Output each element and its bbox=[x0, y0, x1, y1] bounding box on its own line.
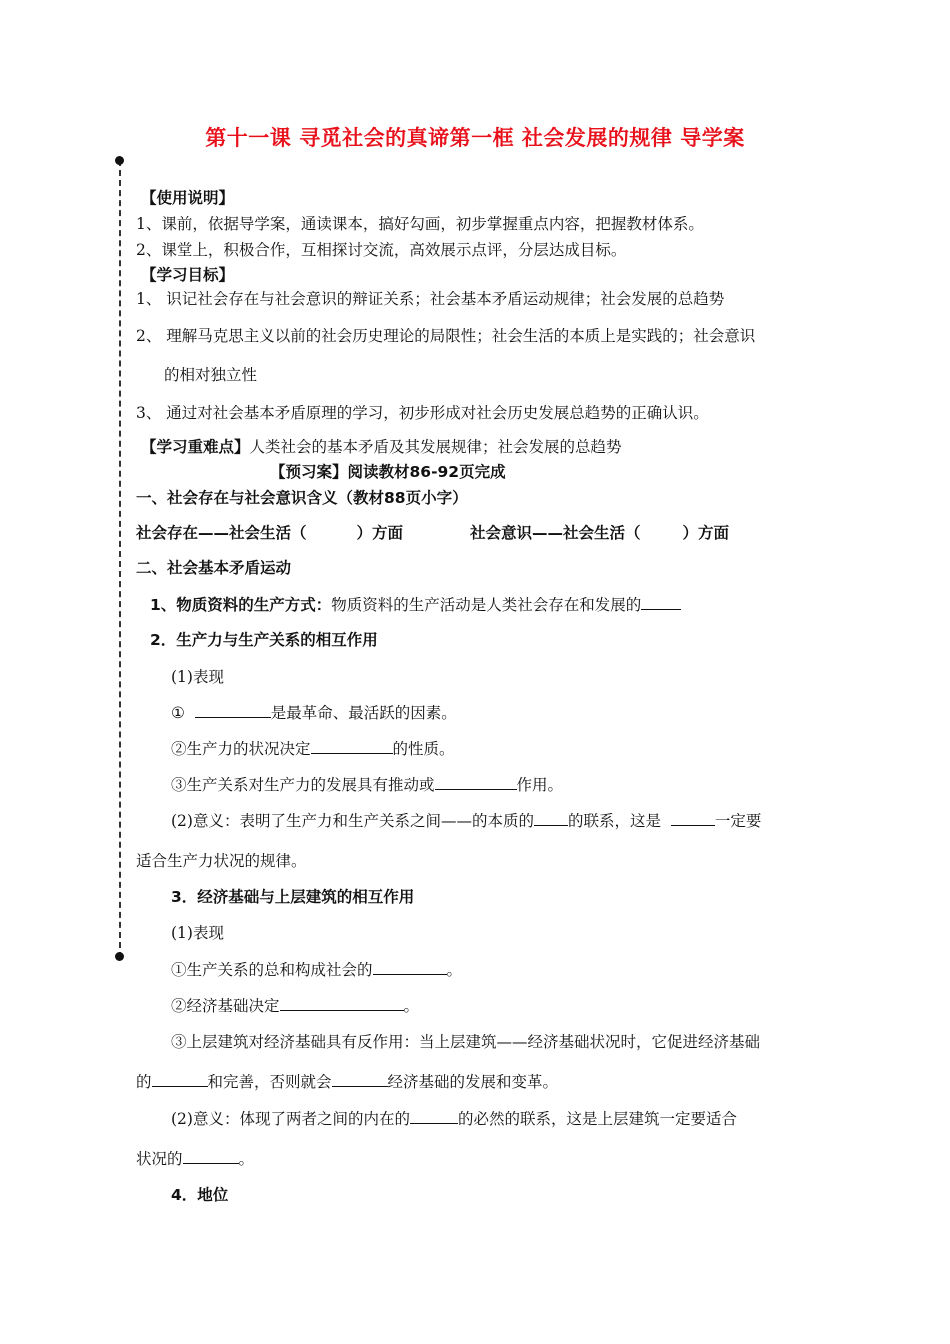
subsection-4-heading: 4．地位 bbox=[171, 1186, 229, 1204]
significance-3-cont-text: 状况的 bbox=[136, 1150, 183, 1168]
force-determines-blank bbox=[311, 739, 393, 754]
economic-base-text: ①生产关系的总和构成社会的 bbox=[171, 961, 373, 979]
superstructure-cont-mid: 和完善，否则就会 bbox=[207, 1073, 332, 1091]
binding-dot-bottom bbox=[115, 952, 124, 961]
goals-item-2: 2、 理解马克思主义以前的社会历史理论的局限性；社会生活的本质上是实践的；社会意识 bbox=[136, 327, 756, 345]
binding-dot-top bbox=[115, 156, 124, 165]
page-title: 第十一课 寻觅社会的真谛第一框 社会发展的规律 导学案 bbox=[205, 126, 745, 150]
subsection-3-performance: (1)表现 bbox=[171, 924, 224, 942]
significance-2-blank-2 bbox=[671, 811, 715, 826]
key-points-heading: 【学习重难点】 bbox=[141, 438, 250, 456]
base-determines-blank bbox=[280, 996, 404, 1011]
binding-margin-line bbox=[119, 160, 121, 958]
significance-3-blank bbox=[410, 1109, 458, 1124]
subsection-3-heading: 3．经济基础与上层建筑的相互作用 bbox=[171, 888, 415, 906]
economic-base-blank bbox=[373, 960, 447, 975]
superstructure-cont-end: 经济基础的发展和变革。 bbox=[387, 1073, 559, 1091]
relation-reacts-text: ③生产关系对生产力的发展具有推动或 bbox=[171, 776, 435, 794]
significance-3-text: (2)意义：体现了两者之间的内在的 bbox=[171, 1110, 410, 1128]
social-consciousness-label: 社会意识——社会生活（ bbox=[470, 524, 641, 542]
significance-3-end: 的必然的联系，这是上层建筑一定要适合 bbox=[457, 1110, 737, 1128]
force-determines-suffix: 的性质。 bbox=[392, 740, 455, 758]
usage-heading: 【使用说明】 bbox=[141, 189, 235, 207]
force-determines-line bbox=[171, 739, 455, 759]
superstructure-blank-1 bbox=[152, 1072, 208, 1087]
usage-item-1: 1、课前，依据导学案，通读课本，搞好勾画，初步掌握重点内容，把握教材体系。 bbox=[136, 215, 704, 233]
goals-heading: 【学习目标】 bbox=[141, 266, 235, 284]
section-2-heading: 二、社会基本矛盾运动 bbox=[136, 559, 292, 577]
significance-2-mid: 的联系，这是 bbox=[567, 812, 661, 830]
significance-3-line bbox=[171, 1109, 737, 1129]
significance-3-cont-blank bbox=[183, 1149, 239, 1164]
production-mode-label: 1、物质资料的生产方式： bbox=[150, 596, 332, 614]
preview-heading: 【预习案】 bbox=[270, 463, 348, 481]
superstructure-line: ③上层建筑对经济基础具有反作用：当上层建筑——经济基础状况时，它促进经济基础 bbox=[171, 1033, 761, 1051]
section-1-heading: 一、社会存在与社会意识含义（教材88页小字） bbox=[136, 489, 468, 507]
significance-2-blank-1 bbox=[534, 811, 568, 826]
significance-2-continued: 适合生产力状况的规律。 bbox=[136, 852, 307, 870]
social-existence-suffix: ）方面 bbox=[356, 524, 404, 542]
productive-force-line bbox=[171, 703, 457, 723]
social-existence-label: 社会存在——社会生活（ bbox=[136, 524, 307, 542]
significance-3-cont-suffix: 。 bbox=[238, 1150, 255, 1168]
preview-line bbox=[270, 462, 506, 482]
key-points bbox=[141, 437, 622, 457]
goals-item-3: 3、 通过对社会基本矛盾原理的学习，初步形成对社会历史发展总趋势的正确认识。 bbox=[136, 404, 709, 422]
significance-3-continued bbox=[136, 1149, 254, 1169]
goals-item-1: 1、 识记社会存在与社会意识的辩证关系；社会基本矛盾运动规律；社会发展的总趋势 bbox=[136, 290, 725, 308]
circle-number-1: ① bbox=[171, 704, 185, 722]
productive-force-text: 是最革命、最活跃的因素。 bbox=[270, 704, 457, 722]
superstructure-continued bbox=[136, 1072, 558, 1092]
base-determines-line bbox=[171, 996, 419, 1016]
economic-base-suffix: 。 bbox=[446, 961, 463, 979]
key-points-text: 人类社会的基本矛盾及其发展规律；社会发展的总趋势 bbox=[249, 438, 622, 456]
base-determines-suffix: 。 bbox=[403, 997, 420, 1015]
significance-2-text: (2)意义：表明了生产力和生产关系之间——的本质的 bbox=[171, 812, 534, 830]
usage-item-2: 2、课堂上，积极合作，互相探讨交流，高效展示点评，分层达成目标。 bbox=[136, 241, 627, 259]
subsection-2-heading: 2．生产力与生产关系的相互作用 bbox=[150, 631, 378, 649]
subsection-2-performance: (1)表现 bbox=[171, 668, 224, 686]
force-determines-text: ②生产力的状况决定 bbox=[171, 740, 311, 758]
significance-2-end: 一定要 bbox=[714, 812, 762, 830]
significance-2-line bbox=[171, 811, 761, 831]
relation-reacts-blank bbox=[435, 775, 517, 790]
production-mode-blank bbox=[641, 595, 681, 610]
social-consciousness-suffix: ）方面 bbox=[682, 524, 730, 542]
social-existence-line bbox=[136, 523, 403, 543]
production-mode-line bbox=[150, 595, 681, 615]
productive-force-blank bbox=[195, 703, 271, 718]
relation-reacts-line bbox=[171, 775, 563, 795]
superstructure-cont-prefix: 的 bbox=[136, 1073, 152, 1091]
superstructure-blank-2 bbox=[332, 1072, 388, 1087]
economic-base-line bbox=[171, 960, 462, 980]
goals-item-2-continued: 的相对独立性 bbox=[164, 366, 258, 384]
production-mode-text: 物质资料的生产活动是人类社会存在和发展的 bbox=[331, 596, 642, 614]
preview-text: 阅读教材86-92页完成 bbox=[347, 463, 506, 481]
social-consciousness-line bbox=[470, 523, 729, 543]
base-determines-text: ②经济基础决定 bbox=[171, 997, 280, 1015]
relation-reacts-suffix: 作用。 bbox=[516, 776, 564, 794]
